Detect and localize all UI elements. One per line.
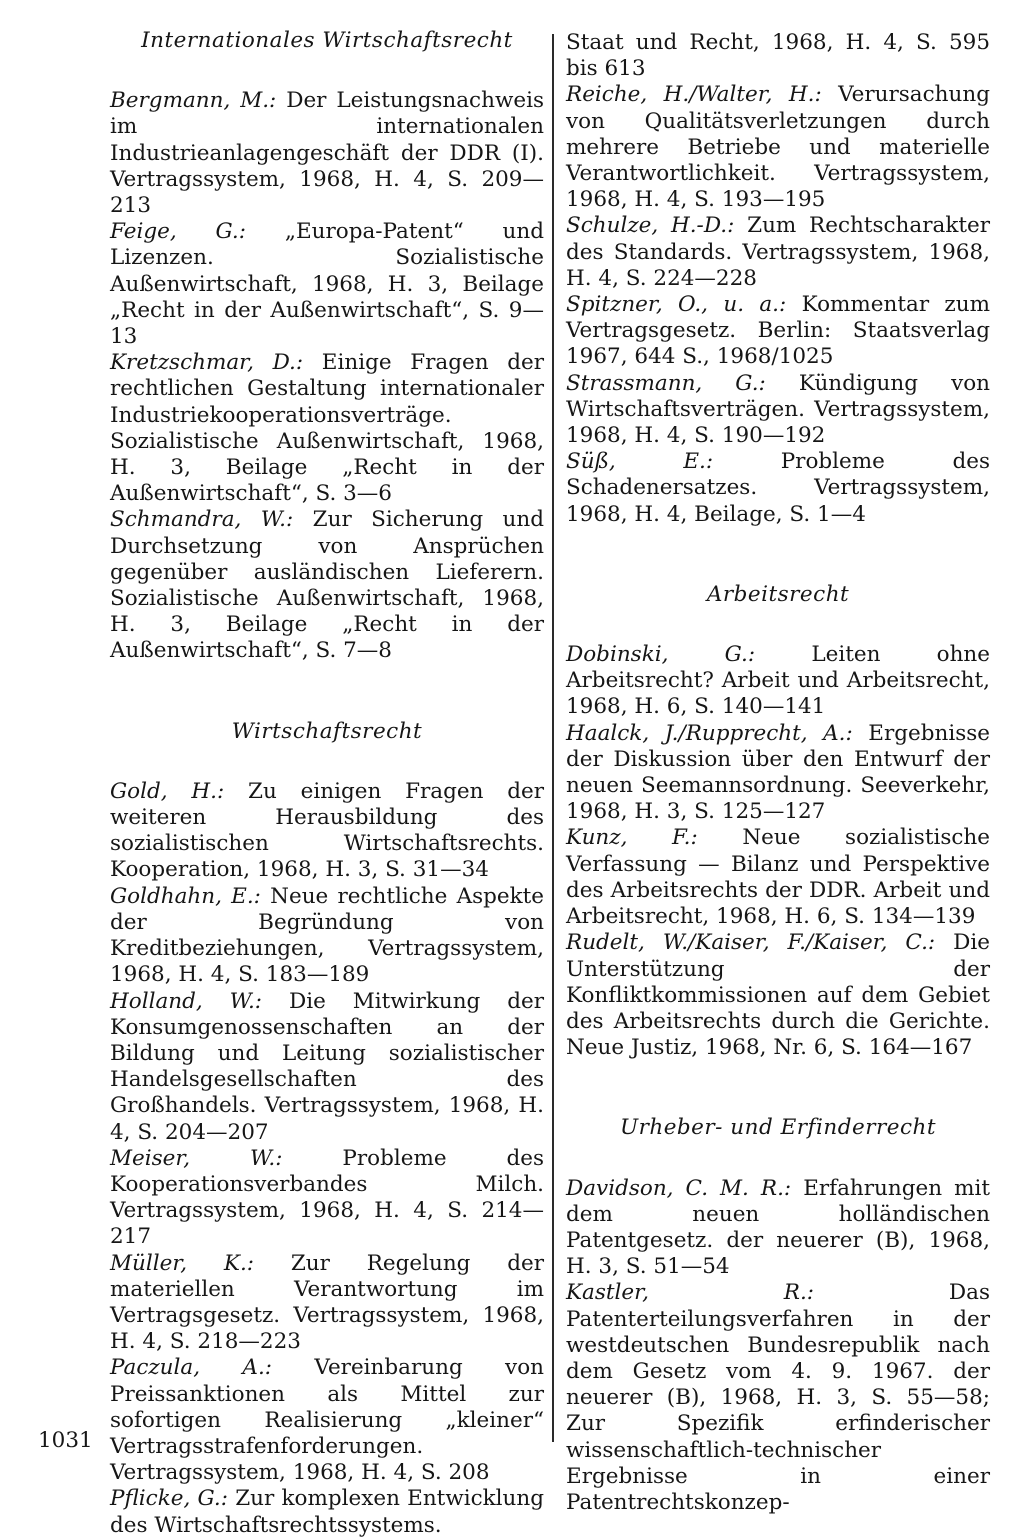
entry-author: Dobinski, G.: [566,642,756,668]
entry-text: Vereinbarung von Preissanktionen als Mittel zur sofortigen Realisierung „kleiner“ Vertragsstrafenforderungen. Vertragssystem, 1968, H. 4, S. 208 [110,1355,544,1486]
section-heading-urheber-und-erfinderrecht: Urheber- und Erfinderrecht [619,1115,937,1141]
entry-text: Neue rechtliche Aspekte der Begründung von Kreditbeziehungen, Vertragssystem, 1968, H. 4, S. 183—189 [110,883,545,988]
entry-author: Kunz, F.: [566,825,698,851]
entry-text: Zu einigen Fragen der weiteren Herausbildung des sozialistischen Wirtschaftsrechts. Kooperation, 1968, H. 3, S. 31—34 [110,778,544,883]
bibliography-entry [110,989,544,1146]
page-number: 1031 [38,1428,93,1453]
bibliography-entry [110,88,544,219]
entry-text: „Europa-Patent“ und Lizenzen. Sozialistische Außenwirtschaft, 1968, H. 3, Beilage „Recht in der Außenwirtschaft“, S. 9—13 [110,219,545,350]
entry-text: Ergebnisse der Diskussion über den Entwurf der neuen Seemannsordnung. Seeverkehr, 1968, H. 3, S. 125—127 [566,720,990,825]
bibliography-entry [110,1251,544,1356]
section-heading-wirtschaftsrecht: Wirtschaftsrecht [231,718,423,744]
entry-author: Müller, K.: [110,1250,255,1276]
bibliography-entry [566,642,990,721]
bibliography-entry [566,449,990,528]
section-heading-internationales-wirtschaftsrecht: Internationales Wirtschaftsrecht [141,28,513,53]
bibliography-entry [110,350,544,507]
entry-text: Zum Rechtscharakter des Standards. Vertragssystem, 1968, H. 4, S. 224—228 [566,213,990,291]
entry-author: Meiser, W.: [110,1145,283,1171]
entry-text: Verursachung von Qualitätsverletzungen durch mehrere Betriebe und materielle Verantwortlichkeit. Vertragssystem, 1968, H. 4, S. 193—195 [566,82,990,213]
entry-author: Strassmann, G.: [566,370,766,396]
entry-text: Zur komplexen Entwicklung des Wirtschaftsrechtssystems. [110,1486,544,1538]
entry-author: Süß, E.: [566,449,714,475]
left-column [110,28,544,1539]
bibliography-entry [566,371,990,450]
entry-text: Probleme des Kooperationsverbandes Milch. Vertragssystem, 1968, H. 4, S. 214—217 [110,1145,544,1250]
bibliography-entry [566,213,990,292]
entry-author: Pflicke, G.: [110,1486,229,1512]
entry-author: Holland, W.: [110,988,263,1014]
bibliography-entry [110,1355,544,1486]
bibliography-entry [110,507,544,664]
bibliography-entry [110,884,544,989]
bibliography-entry [566,825,990,930]
entry-text: Neue sozialistische Verfassung — Bilanz und Perspektive des Arbeitsrechts der DDR. Arbeit und Arbeitsrecht, 1968, H. 6, S. 134—139 [566,825,990,930]
entry-author: Gold, H.: [110,778,225,804]
bibliography-entry [566,1280,990,1516]
entry-author: Kastler, R.: [566,1280,815,1306]
bibliography-entry [110,219,544,350]
entry-author: Spitzner, O., u. a.: [566,292,787,318]
bibliography-entry [566,292,990,371]
entry-author: Bergmann, M.: [110,88,277,114]
right-column [566,30,990,1516]
bibliography-entry [566,82,990,213]
section-heading-arbeitsrecht: Arbeitsrecht [706,581,850,607]
entry-author: Goldhahn, E.: [110,883,261,909]
column-divider [552,34,554,1442]
entry-author: Haalck, J./Rupprecht, A.: [566,720,853,746]
bibliography-entry [110,1146,544,1251]
entry-author: Paczula, A.: [110,1355,273,1381]
bibliography-entry [566,930,990,1061]
entry-author: Schmandra, W.: [110,507,294,533]
entry-author: Kretzschmar, D.: [110,350,304,376]
entry-text: Leiten ohne Arbeitsrecht? Arbeit und Arbeitsrecht, 1968, H. 6, S. 140—141 [566,642,990,720]
entry-text: Zur Regelung der materiellen Verantwortung im Vertragsgesetz. Vertragssystem, 1968, H. 4, S. 218—223 [110,1250,545,1355]
entry-text: Zur Sicherung und Durchsetzung von Ansprüchen gegenüber ausländischen Lieferern. Sozialistische Außenwirtschaft, 1968, H. 3, Beilage „Recht in der Außenwirtschaft“, S. 7—8 [110,507,544,664]
entry-text: Kommentar zum Vertragsgesetz. Berlin: Staatsverlag 1967, 644 S., 1968/1025 [566,292,990,370]
bibliography-entry [566,721,990,826]
entry-text: Die Mitwirkung der Konsumgenossenschaften an der Bildung und Leitung sozialistischer Handelsgesellschaften des Großhandels. Vertragssystem, 1968, H. 4, S. 204—207 [110,988,544,1145]
entry-author: Schulze, H.-D.: [566,213,735,239]
entry-text: Erfahrungen mit dem neuen holländischen Patentgesetz. der neuerer (B), 1968, H. 3, S. 51—54 [566,1175,990,1280]
bibliography-entry-continuation: Staat und Recht, 1968, H. 4, S. 595 bis 613 [566,30,990,82]
entry-text: Einige Fragen der rechtlichen Gestaltung internationaler Industriekooperationsverträge. Sozialistische Außenwirtschaft, 1968, H. 3, Beilage „Recht in der Außenwirtschaft“, S. 3—6 [110,350,545,507]
entry-text: Das Patenterteilungsverfahren in der westdeutschen Bundesrepublik nach dem Gesetz vom 4. 9. 1967. der neuerer (B), 1968, H. 3, S. 55—58; Zur Spezifik erfinderischer wissenschaftlich-technischer Ergebnisse in einer Patentrechtskonzep- [566,1280,990,1515]
entry-text: Probleme des Schadenersatzes. Vertragssystem, 1968, H. 4, Beilage, S. 1—4 [566,449,990,527]
bibliography-entry [110,1486,544,1538]
bibliography-entry [566,1176,990,1281]
entry-author: Feige, G.: [110,219,246,245]
entry-text: Kündigung von Wirtschaftsverträgen. Vertragssystem, 1968, H. 4, S. 190—192 [566,370,991,449]
entry-author: Rudelt, W./Kaiser, F./Kaiser, C.: [566,930,936,956]
entry-text: Der Leistungsnachweis im internationalen Industrieanlagengeschäft der DDR (I). Vertragssystem, 1968, H. 4, S. 209—213 [110,88,544,219]
entry-text: Die Unterstützung der Konfliktkommissionen auf dem Gebiet des Arbeitsrechts durch die Gerichte. Neue Justiz, 1968, Nr. 6, S. 164—167 [566,930,990,1061]
entry-author: Reiche, H./Walter, H.: [566,82,822,108]
entry-author: Davidson, C. M. R.: [566,1175,792,1201]
bibliography-entry [110,779,544,884]
